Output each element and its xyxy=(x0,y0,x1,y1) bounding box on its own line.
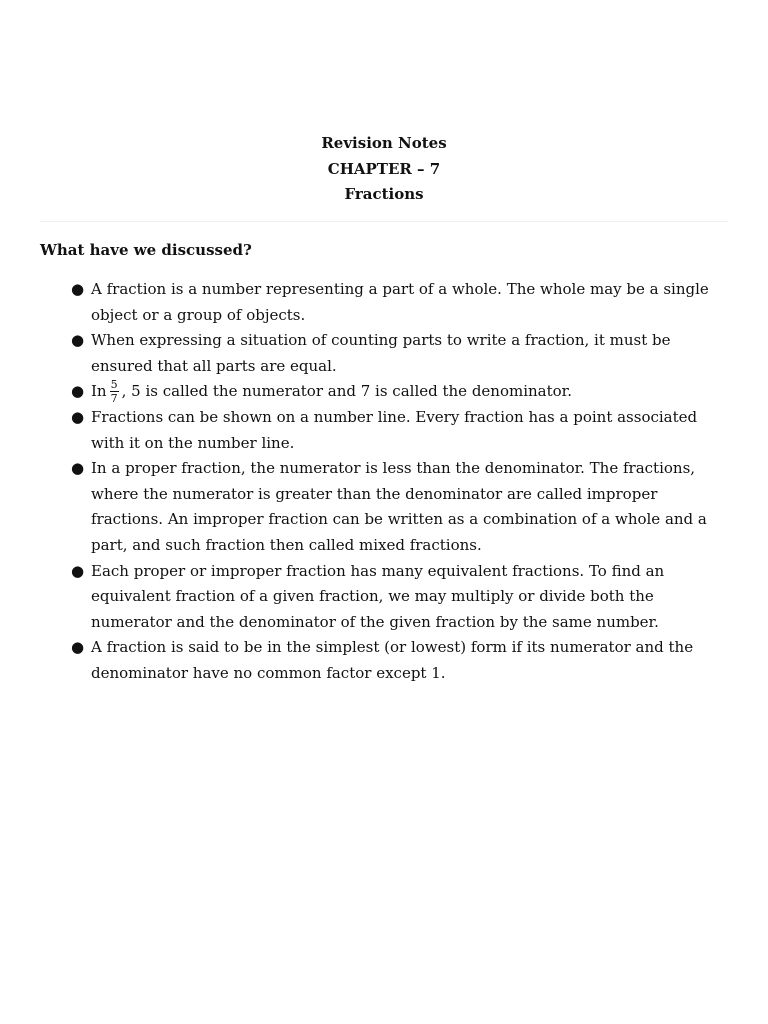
list-item xyxy=(71,456,731,558)
note-text: A fraction is said to be in the simplest (or lowest) form if its numerator and the denominator have no common factor except 1. xyxy=(91,638,694,682)
bullet-icon: ● xyxy=(71,407,85,426)
header-title: Revision Notes xyxy=(321,134,447,152)
bullet-icon: ● xyxy=(71,382,85,401)
note-suffix: , 5 is called the numerator and 7 is called the denominator. xyxy=(121,382,572,401)
list-item xyxy=(71,635,731,686)
bullet-icon: ● xyxy=(71,280,85,298)
bullet-icon: ● xyxy=(71,561,85,580)
chapter-title: Fractions xyxy=(344,185,424,203)
fraction-denominator: 7 xyxy=(110,391,118,405)
note-text: Fractions can be shown on a number line. Every fraction has a point associated with it on the number line. xyxy=(91,407,698,452)
note-text: A fraction is a number representing a part of a whole. The whole may be a single object or a group of objects. xyxy=(91,280,709,324)
list-item xyxy=(71,328,731,379)
notes-list xyxy=(71,277,731,687)
bullet-icon: ● xyxy=(71,638,85,657)
header-divider xyxy=(40,221,728,222)
note-prefix: In xyxy=(91,382,107,401)
fraction-numerator: 5 xyxy=(110,377,118,391)
section-heading: What have we discussed? xyxy=(40,241,252,259)
bullet-icon: ● xyxy=(71,331,85,350)
list-item xyxy=(71,277,731,328)
note-text: Each proper or improper fraction has many equivalent fractions. To find an equivalent fraction of a given fraction, we may multiply or divide both the numerator and the denominator of the given fraction by the same number. xyxy=(91,561,665,631)
list-item xyxy=(71,377,731,405)
fraction xyxy=(110,379,119,404)
bullet-icon: ● xyxy=(71,459,85,478)
note-text: When expressing a situation of counting parts to write a fraction, it must be ensured that all parts are equal. xyxy=(91,331,671,375)
list-item xyxy=(71,405,731,456)
list-item xyxy=(71,559,731,636)
note-text: In a proper fraction, the numerator is less than the denominator. The fractions, where the numerator is greater than the denominator are called improper fractions. An improper fraction can be written as a combination of a whole and a part, and such fraction then called mixed fractions. xyxy=(91,459,707,554)
chapter-number: CHAPTER – 7 xyxy=(327,159,441,178)
document-header xyxy=(0,131,768,208)
